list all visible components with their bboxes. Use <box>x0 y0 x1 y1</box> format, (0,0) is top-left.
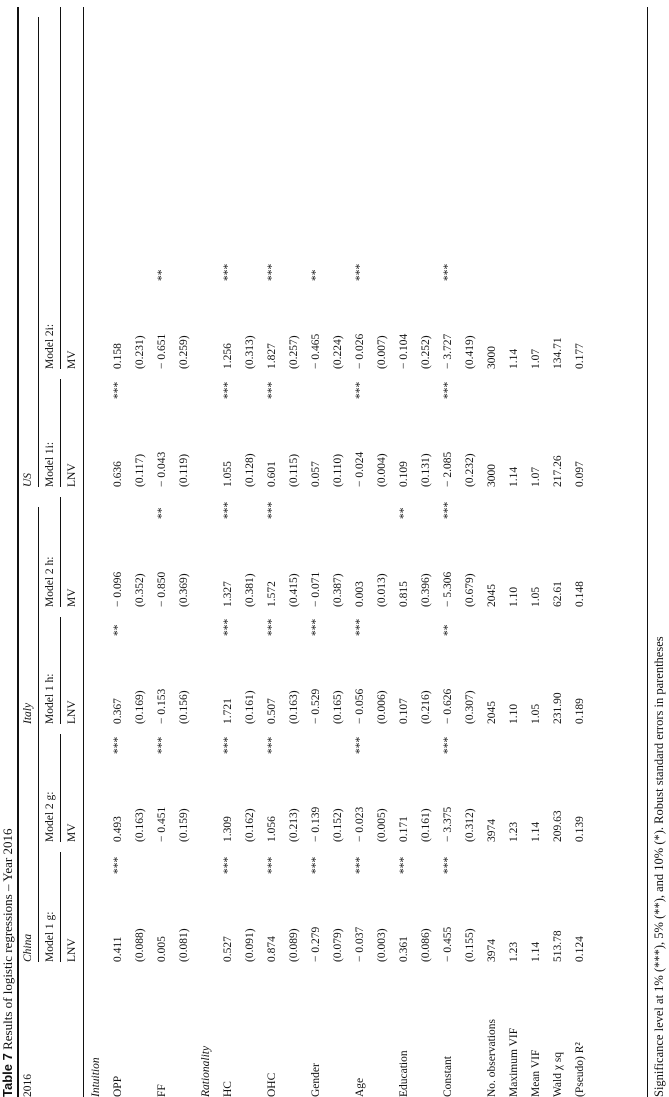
year-label: 2016 <box>22 1074 34 1097</box>
table-cell: − 0.023 <box>354 806 366 842</box>
table-cell: (0.169) <box>134 690 146 724</box>
table-title: Results of logistic regressions – Year 2016 <box>0 828 15 1050</box>
dependent-variable: MV <box>66 350 78 369</box>
dependent-variable: LNV <box>66 463 78 487</box>
table-cell: 0.367 <box>112 698 124 724</box>
table-cell: 1.572 <box>266 581 278 607</box>
table-cell: 1.23 <box>508 941 520 962</box>
table-cell: (0.128) <box>244 453 256 487</box>
row-label: OPP <box>112 1075 124 1097</box>
significance-stars: *** <box>398 856 410 874</box>
table-cell: (0.163) <box>288 690 300 724</box>
table-cell: 1.14 <box>508 466 520 487</box>
table-cell: 3974 <box>486 939 498 962</box>
table-cell: − 0.651 <box>156 333 168 369</box>
significance-stars: ** <box>310 269 322 281</box>
table-cell: − 0.026 <box>354 333 366 369</box>
model-underline <box>60 852 61 962</box>
table-cell: (0.006) <box>376 690 388 724</box>
row-label: OHC <box>266 1072 278 1097</box>
table-cell: 0.189 <box>574 698 586 724</box>
table-cell: 1.10 <box>508 703 520 724</box>
significance-stars: ** <box>442 624 454 636</box>
model-underline <box>60 7 61 369</box>
table-cell: − 0.043 <box>156 451 168 487</box>
significance-stars: *** <box>156 736 168 754</box>
table-cell: − 0.850 <box>156 571 168 607</box>
table-cell: 1.05 <box>530 586 542 607</box>
table-cell: 1.14 <box>530 941 542 962</box>
model-header: Model 2 h: <box>44 556 56 607</box>
significance-stars: ** <box>112 624 124 636</box>
table-cell: (0.152) <box>332 808 344 842</box>
model-header: Model 2i: <box>44 323 56 369</box>
table-cell: 0.636 <box>112 461 124 487</box>
table-top-rule <box>17 7 19 1097</box>
table-cell: (0.163) <box>134 808 146 842</box>
country-underline <box>38 507 39 724</box>
table-cell: 0.158 <box>112 343 124 369</box>
table-cell: (0.119) <box>178 453 190 487</box>
table-cell: (0.232) <box>464 453 476 487</box>
table-cell: (0.115) <box>288 453 300 487</box>
country-2: US <box>22 472 34 487</box>
row-label: Mean VIF <box>530 1049 542 1097</box>
table-cell: (0.381) <box>244 573 256 607</box>
table-cell: 0.177 <box>574 343 586 369</box>
table-cell: (0.307) <box>464 690 476 724</box>
table-cell: 0.139 <box>574 816 586 842</box>
table-cell: − 0.626 <box>442 688 454 724</box>
table-cell: (0.213) <box>288 808 300 842</box>
table-cell: 1.05 <box>530 703 542 724</box>
table-cell: (0.252) <box>420 335 432 369</box>
table-cell: 0.507 <box>266 698 278 724</box>
table-cell: − 0.037 <box>354 926 366 962</box>
row-label: FF <box>156 1084 168 1097</box>
table-cell: 3000 <box>486 464 498 487</box>
table-cell: 1.309 <box>222 816 234 842</box>
significance-stars: *** <box>354 263 366 281</box>
table-cell: − 3.375 <box>442 806 454 842</box>
table-cell: − 0.024 <box>354 451 366 487</box>
table-cell: (0.091) <box>244 928 256 962</box>
table-cell: − 0.153 <box>156 688 168 724</box>
model-underline <box>60 379 61 487</box>
table-caption <box>0 829 16 1097</box>
table-cell: 513.78 <box>552 930 564 962</box>
table-cell: − 0.279 <box>310 926 322 962</box>
table-cell: (0.159) <box>178 808 190 842</box>
significance-stars: *** <box>442 856 454 874</box>
row-label: (Pseudo) R² <box>574 1042 586 1097</box>
significance-stars: *** <box>354 856 366 874</box>
row-label: Maximum VIF <box>508 1027 520 1097</box>
significance-stars: *** <box>266 618 278 636</box>
significance-stars: *** <box>112 381 124 399</box>
significance-stars: *** <box>112 736 124 754</box>
significance-stars: *** <box>266 263 278 281</box>
table-cell: (0.117) <box>134 453 146 487</box>
table-cell: 1.14 <box>530 821 542 842</box>
table-cell: (0.396) <box>420 573 432 607</box>
table-cell: 0.148 <box>574 581 586 607</box>
significance-stars: ** <box>156 269 168 281</box>
table-cell: (0.257) <box>288 335 300 369</box>
table-cell: 0.109 <box>398 461 410 487</box>
table-cell: − 0.451 <box>156 806 168 842</box>
country-0: China <box>22 933 34 962</box>
significance-stars: *** <box>442 736 454 754</box>
table-cell: 3974 <box>486 819 498 842</box>
table-cell: 0.171 <box>398 816 410 842</box>
table-cell: (0.156) <box>178 690 190 724</box>
table-cell: (0.110) <box>332 453 344 487</box>
table-cell: (0.004) <box>376 453 388 487</box>
table-cell: (0.088) <box>134 928 146 962</box>
table-cell: 1.23 <box>508 821 520 842</box>
table-cell: − 0.104 <box>398 333 410 369</box>
table-cell: 1.721 <box>222 698 234 724</box>
table-cell: − 5.306 <box>442 571 454 607</box>
table-cell: 0.527 <box>222 936 234 962</box>
table-cell: 231.90 <box>552 692 564 724</box>
significance-stars: *** <box>112 856 124 874</box>
table-cell: 1.056 <box>266 816 278 842</box>
table-cell: (0.079) <box>332 928 344 962</box>
table-cell: (0.415) <box>288 573 300 607</box>
table-cell: 0.874 <box>266 936 278 962</box>
section-intuition: Intuition <box>90 1057 102 1097</box>
table-cell: − 2.085 <box>442 451 454 487</box>
table-cell: (0.131) <box>420 453 432 487</box>
table-cell: 1.256 <box>222 343 234 369</box>
significance-stars: *** <box>222 501 234 519</box>
table-cell: − 0.465 <box>310 333 322 369</box>
table-cell: 0.493 <box>112 816 124 842</box>
table-cell: (0.161) <box>420 808 432 842</box>
table-cell: 1.055 <box>222 461 234 487</box>
table-cell: (0.419) <box>464 335 476 369</box>
table-cell: (0.679) <box>464 573 476 607</box>
significance-stars: *** <box>354 381 366 399</box>
significance-stars: *** <box>310 618 322 636</box>
dependent-variable: LNV <box>66 700 78 724</box>
table-cell: (0.013) <box>376 573 388 607</box>
significance-stars: *** <box>310 856 322 874</box>
table-cell: 3000 <box>486 346 498 369</box>
dependent-variable: LNV <box>66 938 78 962</box>
table-cell: 0.815 <box>398 581 410 607</box>
table-cell: 1.14 <box>508 348 520 369</box>
row-label: Education <box>398 1050 410 1097</box>
table-cell: (0.259) <box>178 335 190 369</box>
table-cell: 0.601 <box>266 461 278 487</box>
dependent-variable: MV <box>66 823 78 842</box>
header-rule <box>83 7 84 1097</box>
model-underline <box>60 497 61 607</box>
table-cell: (0.224) <box>332 335 344 369</box>
table-cell: 2045 <box>486 701 498 724</box>
row-label: Constant <box>442 1056 454 1097</box>
table-cell: − 0.071 <box>310 571 322 607</box>
table-cell: (0.003) <box>376 928 388 962</box>
table-cell: (0.165) <box>332 690 344 724</box>
significance-stars: ** <box>156 507 168 519</box>
table-footnote: Significance level at 1% (***), 5% (**), and 10% (*). Robust standard errors in parentheses <box>652 636 666 1097</box>
table-cell: 0.361 <box>398 936 410 962</box>
table-cell: − 0.455 <box>442 926 454 962</box>
table-cell: 1.827 <box>266 343 278 369</box>
significance-stars: *** <box>354 618 366 636</box>
model-header: Model 2 g: <box>44 791 56 842</box>
significance-stars: *** <box>222 618 234 636</box>
model-underline <box>60 617 61 724</box>
table-cell: 2045 <box>486 584 498 607</box>
table-cell: (0.387) <box>332 573 344 607</box>
table-cell: (0.312) <box>464 808 476 842</box>
table-cell: − 3.727 <box>442 333 454 369</box>
table-cell: (0.155) <box>464 928 476 962</box>
significance-stars: *** <box>222 263 234 281</box>
table-cell: (0.231) <box>134 335 146 369</box>
table-cell: 0.057 <box>310 461 322 487</box>
significance-stars: ** <box>398 507 410 519</box>
table-cell: 0.411 <box>112 936 124 962</box>
table-cell: 1.07 <box>530 466 542 487</box>
significance-stars: *** <box>266 856 278 874</box>
table-cell: (0.369) <box>178 573 190 607</box>
table-cell: 62.61 <box>552 581 564 607</box>
table-cell: 134.71 <box>552 337 564 369</box>
table-cell: (0.086) <box>420 928 432 962</box>
model-header: Model 1i: <box>44 441 56 487</box>
table-cell: (0.005) <box>376 808 388 842</box>
significance-stars: *** <box>442 263 454 281</box>
section-rationality: Rationality <box>200 1045 212 1097</box>
model-header: Model 1 g: <box>44 911 56 962</box>
significance-stars: *** <box>266 381 278 399</box>
table-cell: − 0.529 <box>310 688 322 724</box>
table-cell: 0.005 <box>156 936 168 962</box>
table-cell: (0.089) <box>288 928 300 962</box>
table-cell: (0.313) <box>244 335 256 369</box>
significance-stars: *** <box>354 736 366 754</box>
significance-stars: *** <box>222 856 234 874</box>
table-cell: − 0.139 <box>310 806 322 842</box>
table-cell: 1.327 <box>222 581 234 607</box>
table-cell: (0.007) <box>376 335 388 369</box>
table-bottom-rule <box>647 7 648 1097</box>
table-cell: − 0.056 <box>354 688 366 724</box>
table-cell: (0.352) <box>134 573 146 607</box>
row-label: No. observations <box>486 1019 498 1097</box>
row-label: Gender <box>310 1063 322 1097</box>
model-underline <box>60 734 61 842</box>
table-cell: 1.10 <box>508 586 520 607</box>
significance-stars: *** <box>222 381 234 399</box>
table-cell: 0.107 <box>398 698 410 724</box>
table-number: Table 7 <box>0 1053 15 1097</box>
row-label: Wald χ sq <box>552 1051 564 1097</box>
dependent-variable: MV <box>66 588 78 607</box>
table-cell: 0.097 <box>574 461 586 487</box>
model-header: Model 1 h: <box>44 673 56 724</box>
table-cell: 209.63 <box>552 810 564 842</box>
table-cell: − 0.096 <box>112 571 124 607</box>
significance-stars: *** <box>222 736 234 754</box>
table-cell: 0.003 <box>354 581 366 607</box>
significance-stars: *** <box>442 501 454 519</box>
significance-stars: *** <box>266 501 278 519</box>
significance-stars: *** <box>442 381 454 399</box>
table-cell: (0.161) <box>244 690 256 724</box>
country-underline <box>38 17 39 487</box>
table-cell: (0.216) <box>420 690 432 724</box>
table-cell: 1.07 <box>530 348 542 369</box>
significance-stars: *** <box>266 736 278 754</box>
country-1: Italy <box>22 702 34 724</box>
table-cell: (0.162) <box>244 808 256 842</box>
table-cell: 0.124 <box>574 936 586 962</box>
table-cell: 217.26 <box>552 455 564 487</box>
table-cell: (0.081) <box>178 928 190 962</box>
row-label: Age <box>354 1077 366 1097</box>
row-label: HC <box>222 1081 234 1097</box>
